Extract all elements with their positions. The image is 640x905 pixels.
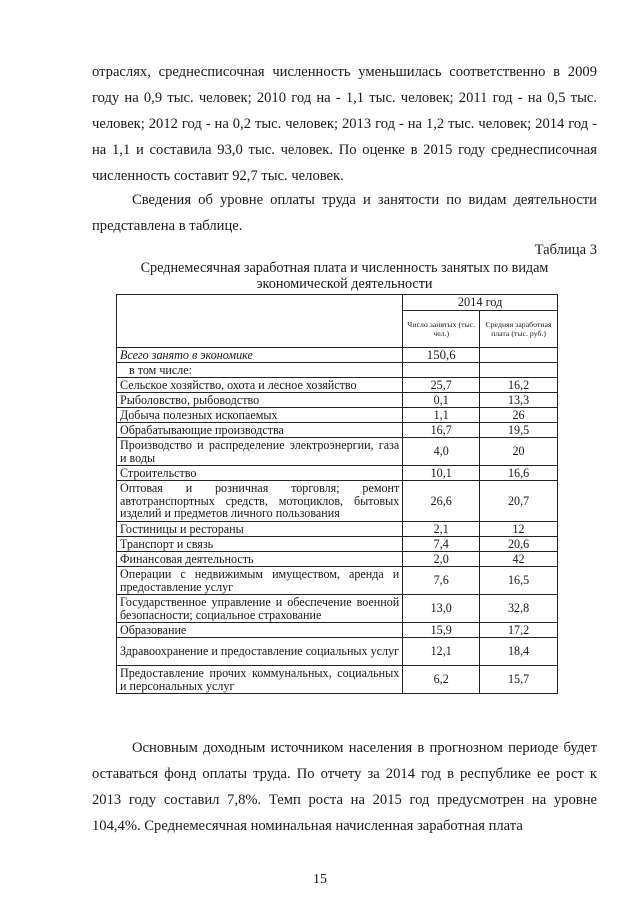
table-label: Таблица 3	[534, 242, 597, 258]
row-salary: 16,5	[480, 567, 558, 595]
row-salary: 32,8	[480, 595, 558, 623]
table-row	[117, 638, 558, 666]
row-name: Производство и распределение электроэнергии, газа и воды	[117, 438, 403, 466]
row-name: Государственное управление и обеспечение военной безопасности; социальное страхование	[117, 595, 403, 623]
row-salary: 15,7	[480, 666, 558, 694]
row-name: Всего занято в экономике	[117, 348, 403, 363]
row-employed: 150,6	[403, 348, 480, 363]
employed-header: Число занятых (тыс. чел.)	[403, 311, 480, 348]
row-salary: 12	[480, 522, 558, 537]
row-salary	[480, 363, 558, 378]
row-salary: 20,6	[480, 537, 558, 552]
row-employed: 26,6	[403, 481, 480, 522]
row-employed: 13,0	[403, 595, 480, 623]
row-salary: 19,5	[480, 423, 558, 438]
row-salary: 16,6	[480, 466, 558, 481]
wages-employment-table	[116, 294, 558, 694]
header-empty-cell	[117, 295, 403, 348]
row-employed	[403, 363, 480, 378]
table-row	[117, 378, 558, 393]
row-employed: 12,1	[403, 638, 480, 666]
row-salary: 13,3	[480, 393, 558, 408]
row-employed: 2,0	[403, 552, 480, 567]
table-row	[117, 466, 558, 481]
row-employed: 7,4	[403, 537, 480, 552]
table-row	[117, 552, 558, 567]
row-name: Финансовая деятельность	[117, 552, 403, 567]
row-employed: 4,0	[403, 438, 480, 466]
row-salary: 20	[480, 438, 558, 466]
page-number: 15	[313, 872, 327, 887]
table-row	[117, 481, 558, 522]
row-name: Оптовая и розничная торговля; ремонт автотранспортных средств, мотоциклов, бытовых изделий и предметов личного пользования	[117, 481, 403, 522]
salary-header: Средняя заработная плата (тыс. руб.)	[480, 311, 558, 348]
row-name: Здравоохранение и предоставление социальных услуг	[117, 638, 403, 666]
row-name: Обрабатывающие производства	[117, 423, 403, 438]
table-row	[117, 363, 558, 378]
row-employed: 6,2	[403, 666, 480, 694]
table-row	[117, 666, 558, 694]
table-row	[117, 595, 558, 623]
row-name: в том числе:	[117, 363, 403, 378]
row-salary: 26	[480, 408, 558, 423]
row-employed: 0,1	[403, 393, 480, 408]
table-row	[117, 423, 558, 438]
paragraph-income-sources: Основным доходным источником населения в прогнозном периоде будет оставаться фонд оплаты труда. По отчету за 2014 год в республике ее рост к 2013 году составил 7,8%. Темп роста на 2015 год предусмотрен на уровне 104,4%. Среднемесячная номинальная начисленная заработная плата	[92, 740, 597, 834]
table-row	[117, 393, 558, 408]
row-salary: 20,7	[480, 481, 558, 522]
table-row	[117, 623, 558, 638]
row-employed: 16,7	[403, 423, 480, 438]
paragraph-intro: отраслях, среднесписочная численность уменьшилась соответственно в 2009 году на 0,9 тыс. человек; 2010 год на - 1,1 тыс. человек; 2011 год - на 0,5 тыс. человек; 2012 год - на 0,2 тыс. человек; 2013 год - на 1,2 тыс. человек; 2014 год - на 1,1 и составила 93,0 тыс. человек. По оценке в 2015 году среднесписочная численность составит 92,7 тыс. человек.	[92, 64, 597, 184]
row-name: Добыча полезных ископаемых	[117, 408, 403, 423]
table-title-line2: экономической деятельности	[256, 276, 433, 292]
year-header: 2014 год	[403, 295, 558, 311]
table-row	[117, 438, 558, 466]
row-name: Образование	[117, 623, 403, 638]
row-salary: 42	[480, 552, 558, 567]
row-name: Предоставление прочих коммунальных, социальных и персональных услуг	[117, 666, 403, 694]
row-name: Гостиницы и рестораны	[117, 522, 403, 537]
row-employed: 1,1	[403, 408, 480, 423]
row-name: Рыболовство, рыбоводство	[117, 393, 403, 408]
row-employed: 7,6	[403, 567, 480, 595]
table-title-line1: Среднемесячная заработная плата и численность занятых по видам	[140, 260, 549, 276]
row-salary: 16,2	[480, 378, 558, 393]
row-salary: 17,2	[480, 623, 558, 638]
row-employed: 25,7	[403, 378, 480, 393]
row-name: Операции с недвижимым имуществом, аренда и предоставление услуг	[117, 567, 403, 595]
table-row	[117, 522, 558, 537]
row-employed: 15,9	[403, 623, 480, 638]
row-employed: 10,1	[403, 466, 480, 481]
paragraph-table-reference: Сведения об уровне оплаты труда и занятости по видам деятельности представлена в таблице.	[92, 192, 597, 234]
table-row	[117, 408, 558, 423]
row-name: Сельское хозяйство, охота и лесное хозяйство	[117, 378, 403, 393]
table-row	[117, 537, 558, 552]
row-salary	[480, 348, 558, 363]
row-name: Транспорт и связь	[117, 537, 403, 552]
table-title	[92, 260, 597, 292]
row-name: Строительство	[117, 466, 403, 481]
table-row	[117, 348, 558, 363]
table-row	[117, 567, 558, 595]
row-salary: 18,4	[480, 638, 558, 666]
row-employed: 2,1	[403, 522, 480, 537]
